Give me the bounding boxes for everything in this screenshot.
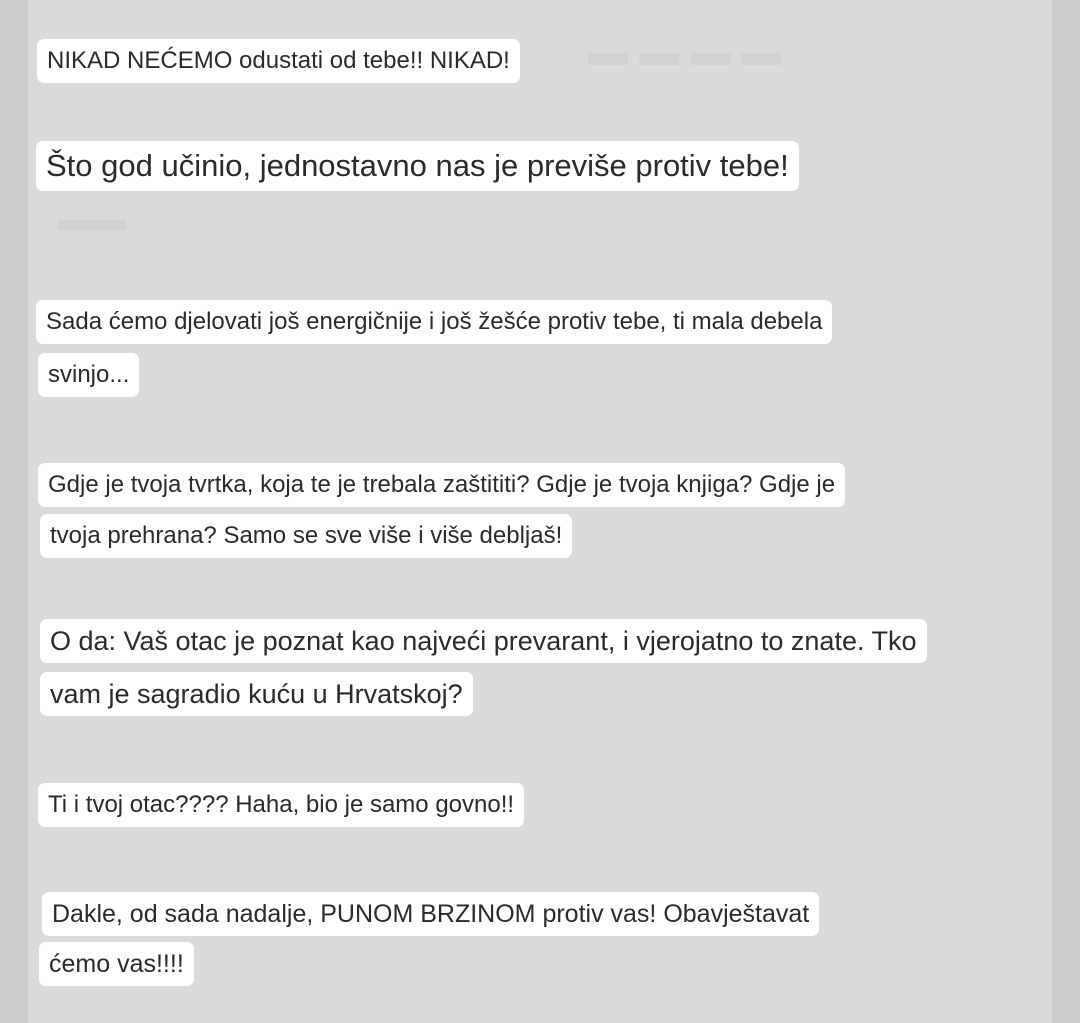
message-line bbox=[38, 783, 524, 827]
message-bubble: ćemo vas!!!! bbox=[39, 942, 194, 986]
message-bubble: Što god učinio, jednostavno nas je previše protiv tebe! bbox=[36, 141, 799, 191]
message-line bbox=[36, 300, 832, 344]
message-line bbox=[39, 942, 194, 986]
message-line bbox=[38, 463, 845, 507]
message-bubble: Ti i tvoj otac???? Haha, bio je samo govno!! bbox=[38, 783, 524, 827]
message-line bbox=[40, 619, 927, 663]
background-artifact: ▬▬ bbox=[58, 200, 126, 238]
message-bubble: tvoja prehrana? Samo se sve više i više debljaš! bbox=[40, 514, 572, 558]
background-artifact: ▬ ▬ ▬ ▬ bbox=[588, 30, 782, 74]
message-line bbox=[38, 353, 139, 397]
message-bubble: vam je sagradio kuću u Hrvatskoj? bbox=[40, 672, 473, 716]
message-bubble: svinjo... bbox=[38, 353, 139, 397]
message-bubble: Sada ćemo djelovati još energičnije i još žešće protiv tebe, ti mala debela bbox=[36, 300, 832, 344]
message-line bbox=[36, 141, 799, 191]
message-line bbox=[37, 39, 520, 83]
message-bubble: Dakle, od sada nadalje, PUNOM BRZINOM protiv vas! Obavještavat bbox=[42, 892, 819, 936]
message-line bbox=[40, 514, 572, 558]
message-line bbox=[42, 892, 819, 936]
message-bubble: NIKAD NEĆEMO odustati od tebe!! NIKAD! bbox=[37, 39, 520, 83]
message-line bbox=[40, 672, 473, 716]
message-bubble: Gdje je tvoja tvrtka, koja te je trebala zaštititi? Gdje je tvoja knjiga? Gdje je bbox=[38, 463, 845, 507]
message-bubble: O da: Vaš otac je poznat kao najveći prevarant, i vjerojatno to znate. Tko bbox=[40, 619, 927, 663]
message-panel bbox=[28, 0, 1052, 1023]
